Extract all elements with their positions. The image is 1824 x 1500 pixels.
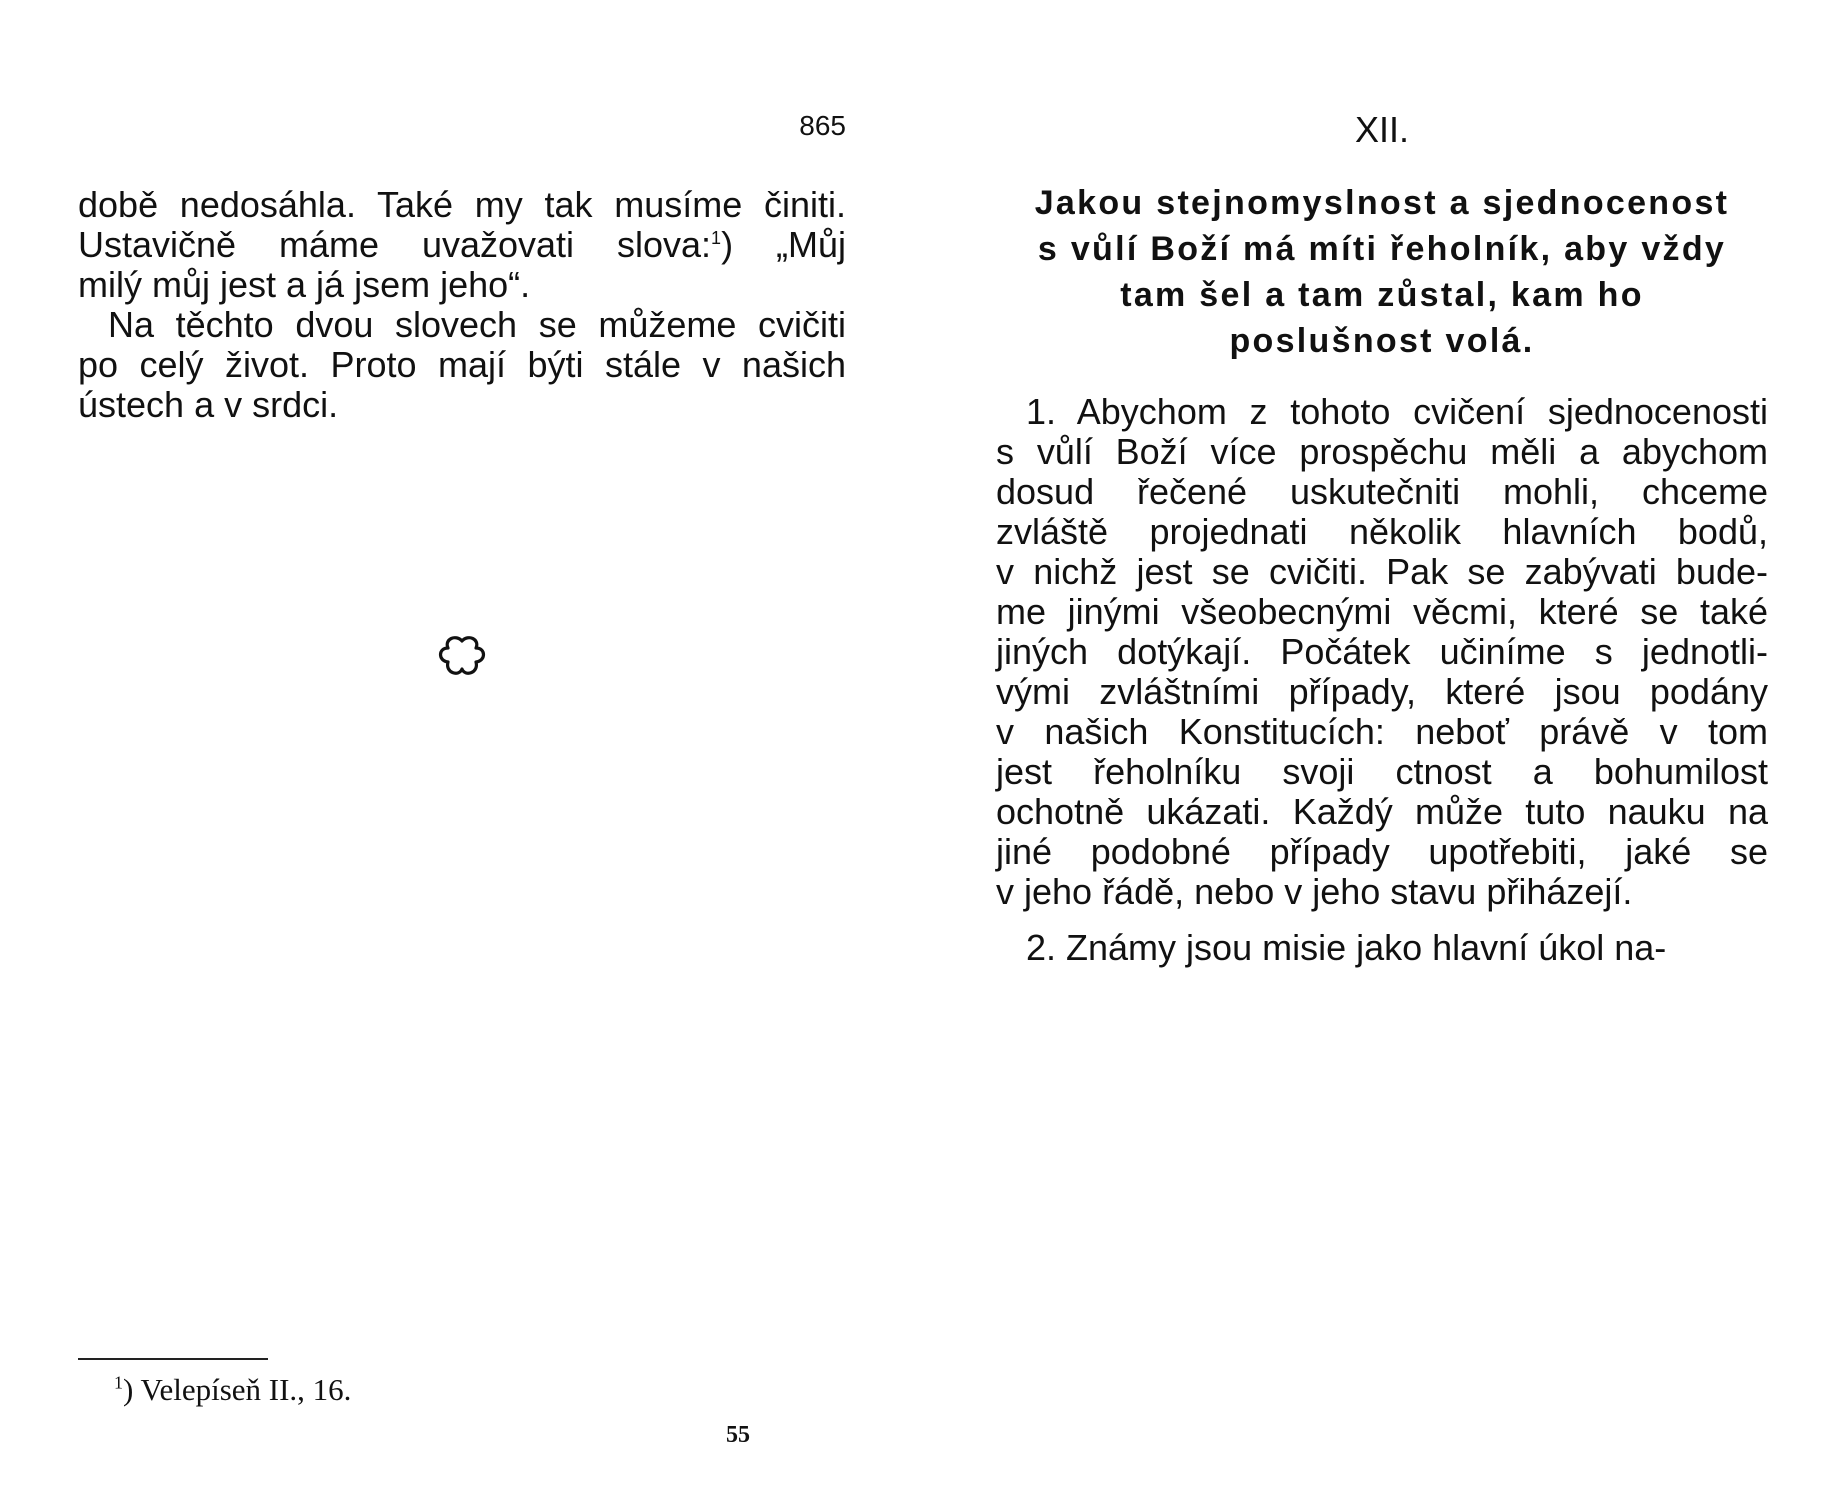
title-line: Jakou stejnomyslnost a sjednocenost <box>1034 184 1730 222</box>
text-line: s vůlí Boží více prospěchu měli a abychom <box>996 431 1768 472</box>
text-line: v nichž jest se cvičiti. Pak se zabývati bude- <box>996 551 1768 592</box>
right-paragraph-1 <box>996 392 1768 912</box>
text-line: po celý život. Proto mají býti stále v našich <box>78 344 846 385</box>
text-line: v jeho řádě, nebo v jeho stavu přiházejí. <box>996 871 1633 912</box>
left-page <box>78 110 846 1490</box>
text-line: ústech a v srdci. <box>78 384 339 425</box>
text-line: ochotně ukázati. Každý může tuto nauku na <box>996 791 1768 832</box>
text-segment: Ustavičně máme uvažovati slova: <box>78 224 712 265</box>
ornament-icon-graphic <box>436 635 488 681</box>
text-line: době nedosáhla. Také my tak musíme činiti. <box>78 184 846 225</box>
text-segment: ) „Můj <box>721 224 846 265</box>
page-number: 865 <box>799 110 846 141</box>
text-line: 1. Abychom z tohoto cvičení sjednocenosti <box>1026 391 1768 432</box>
footnote <box>114 1372 351 1408</box>
footnote-text: ) Velepíseň II., 16. <box>123 1372 352 1407</box>
right-paragraph-2 <box>996 928 1768 968</box>
text-line: me jinými všeobecnými věcmi, které se také <box>996 591 1768 632</box>
title-line: tam šel a tam zůstal, kam ho <box>1120 276 1644 314</box>
left-paragraph-2 <box>78 305 846 425</box>
text-line: 2. Známy jsou misie jako hlavní úkol na- <box>1026 927 1667 968</box>
text-line: jiné podobné případy upotřebiti, jaké se <box>996 831 1768 872</box>
text-line: v našich Konstitucích: neboť právě v tom <box>996 711 1768 752</box>
text-line: zvláště projednati několik hlavních bodů, <box>996 511 1768 552</box>
text-line: Na těchto dvou slovech se můžeme cvičiti <box>108 304 846 345</box>
right-page <box>996 110 1768 1490</box>
printer-signature: 55 <box>726 1422 750 1448</box>
footnote-rule <box>78 1358 268 1360</box>
text-line: jest řeholníku svoji ctnost a bohumilost <box>996 751 1768 792</box>
text-line: jiných dotýkají. Počátek učiníme s jednotli- <box>996 631 1768 672</box>
title-line: s vůlí Boží má míti řeholník, aby vždy <box>1037 230 1727 268</box>
text-line: dosud řečené uskutečniti mohli, chceme <box>996 471 1768 512</box>
chapter-title <box>996 180 1768 364</box>
text-line: milý můj jest a já jsem jeho“. <box>78 264 531 305</box>
footnote-reference: 1 <box>711 228 722 248</box>
text-line <box>78 225 846 265</box>
text-line: vými zvláštními případy, které jsou podány <box>996 671 1768 712</box>
chapter-number: XII. <box>1354 109 1410 150</box>
footnote-marker: 1 <box>114 1372 123 1393</box>
left-paragraph-1 <box>78 185 846 305</box>
title-line: poslušnost volá. <box>1229 322 1535 360</box>
ornament-icon <box>436 635 488 681</box>
